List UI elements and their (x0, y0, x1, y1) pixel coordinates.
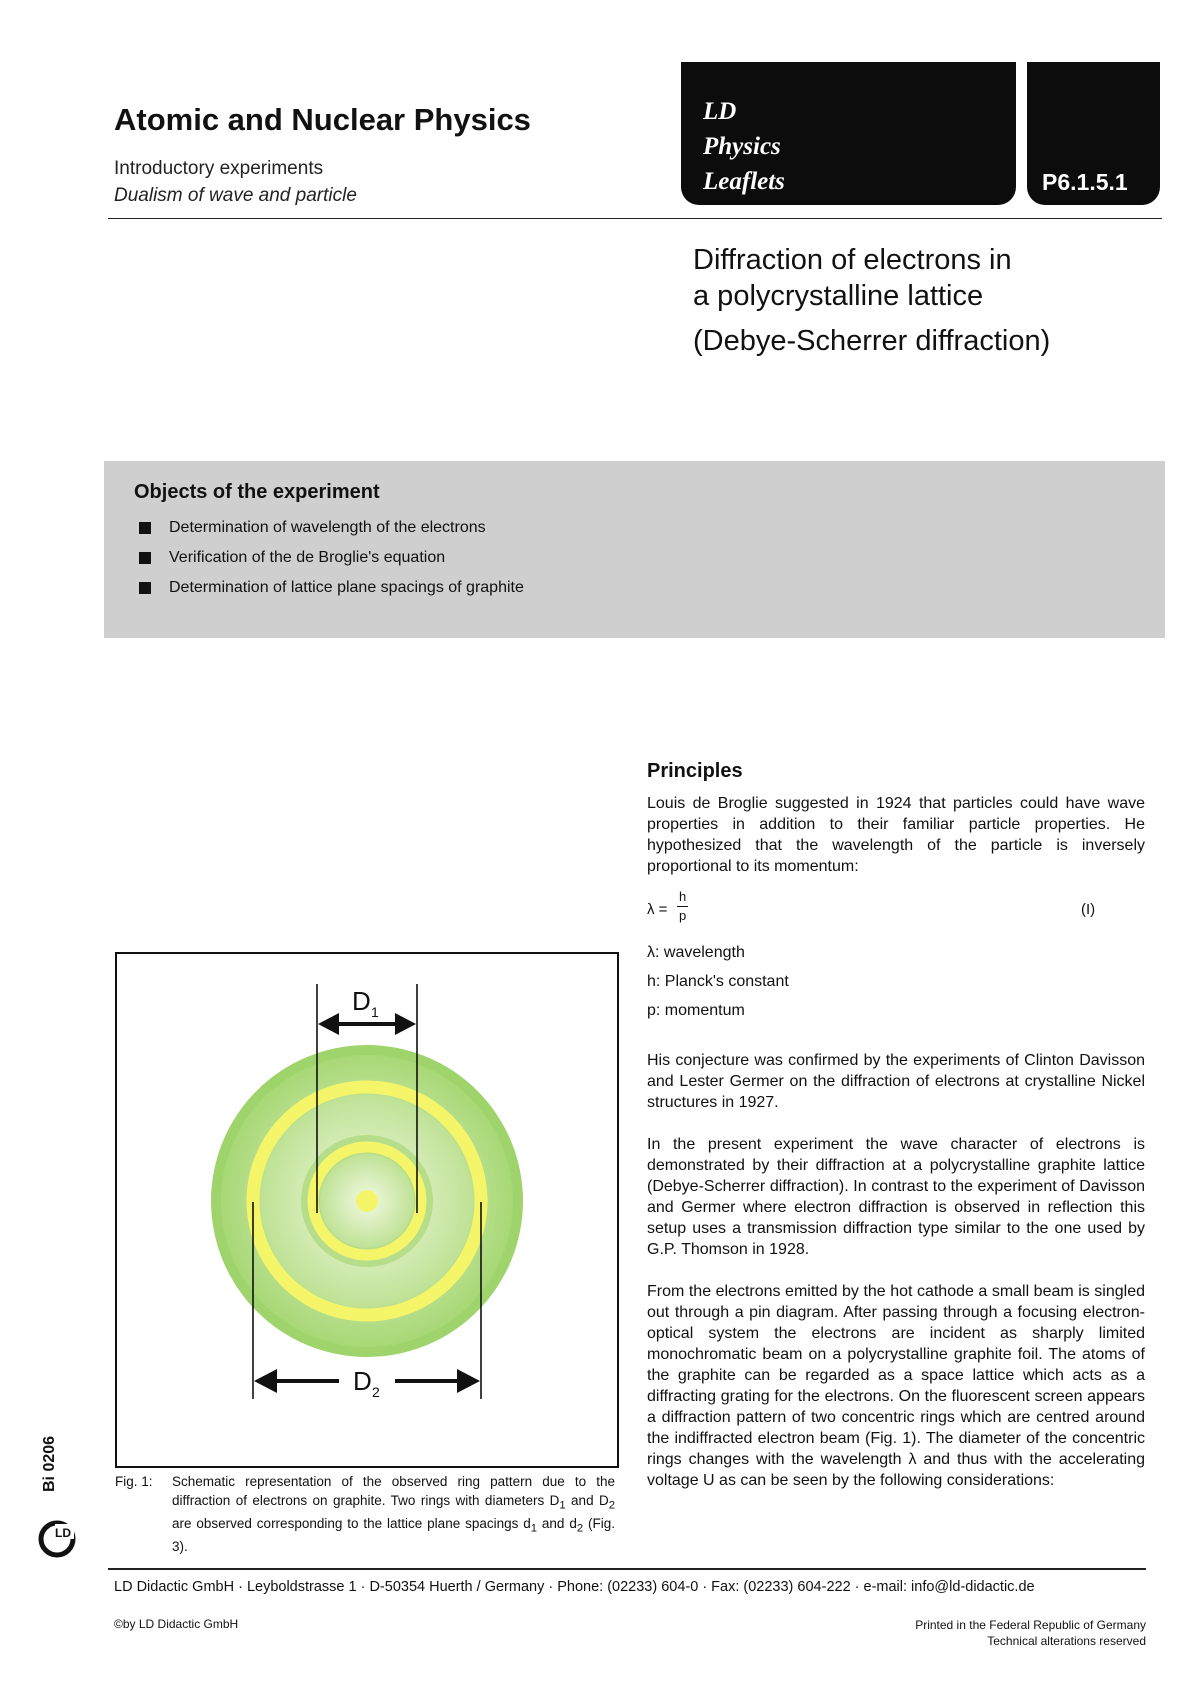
definition-item: h: Planck's constant (647, 973, 789, 990)
definition-item: p: momentum (647, 1002, 745, 1019)
principles-paragraph-2: His conjecture was confirmed by the experiments of Clinton Davisson and Lester Germer on the diffraction of electrons at crystalline Nickel structures in 1927. (647, 1052, 1145, 1111)
objects-heading: Objects of the experiment (134, 481, 380, 503)
objects-list-item: Determination of wavelength of the electrons (139, 513, 524, 543)
experiment-title-line-2: a polycrystalline lattice (693, 280, 984, 312)
principles-heading: Principles (647, 760, 743, 782)
de-broglie-equation (647, 888, 1145, 934)
leaflet-line-leaflets: Leaflets (703, 168, 785, 195)
symbol-definitions (647, 944, 1145, 1031)
ld-logo-icon (38, 1520, 76, 1558)
leaflet-code-tab (1027, 62, 1160, 205)
d1-arrow-right-icon (395, 1013, 416, 1035)
svg-text:LD: LD (55, 1526, 71, 1540)
principles-paragraph-3: In the present experiment the wave character of electrons is demonstrated by their diffraction at a polycrystalline graphite lattice (Debye-Scherrer diffraction). In contrast to the experiment of Davisson and Germer where electron diffraction is observed in reflection this setup uses a transmission diffraction type similar to the one used by G.P. Thomson in 1928. (647, 1136, 1145, 1258)
objects-list-item: Verification of the de Broglie's equation (139, 543, 524, 573)
header-divider (108, 218, 1162, 219)
objects-list (139, 513, 524, 603)
principles-paragraph-1: Louis de Broglie suggested in 1924 that particles could have wave properties in addition to their familiar particle properties. He hypothesized that the wavelength of the particle is inversely proportional to its momentum: (647, 795, 1145, 875)
leaflet-line-ld: LD (703, 98, 737, 125)
d1-label: D (352, 986, 371, 1016)
figure-ring-pattern (115, 952, 619, 1468)
d2-arrow-right-icon (457, 1369, 480, 1393)
figure-caption-label: Fig. 1: (115, 1474, 153, 1489)
equation-denominator: p (679, 908, 687, 923)
document-code: Bi 0206 (41, 1435, 58, 1492)
definition-item: λ: wavelength (647, 944, 745, 961)
figure-caption (115, 1473, 615, 1556)
experiment-title (693, 242, 1050, 359)
footer-printed (760, 1617, 1146, 1649)
d2-arrow-left-icon (254, 1369, 277, 1393)
footer-alterations-line: Technical alterations reserved (987, 1634, 1146, 1648)
footer-copyright: ©by LD Didactic GmbH (114, 1617, 239, 1631)
d1-label-sub: 1 (371, 1004, 379, 1020)
experiment-title-line-3: (Debye-Scherrer diffraction) (693, 325, 1051, 357)
footer-divider (108, 1568, 1146, 1570)
equation-number: (I) (1081, 901, 1096, 918)
d2-label-sub: 2 (372, 1384, 380, 1400)
objects-list-item: Determination of lattice plane spacings of graphite (139, 573, 524, 603)
leaflet-code: P6.1.5.1 (1042, 169, 1128, 195)
experiment-title-line-1: Diffraction of electrons in (693, 244, 1012, 276)
page-subtitle-topic: Dualism of wave and particle (114, 185, 357, 206)
ld-physics-leaflets-tab (681, 62, 1016, 205)
center-spot (356, 1190, 378, 1212)
figure-caption-text: Schematic representation of the observed ring pattern due to the diffraction of electrons on graphite. Two rings with diameters $D_1$ and $D_2$ are observed corresponding to the lattice plane spacings $d_1$ and $d_2$ (Fig. 3). (172, 1474, 615, 1554)
bullet-square-icon (139, 552, 151, 564)
equation-numerator: h (677, 888, 688, 907)
equation-lhs: λ = (647, 901, 668, 918)
equation-fraction (677, 888, 688, 925)
ring-pattern-diagram (117, 954, 617, 1466)
bullet-square-icon (139, 522, 151, 534)
bullet-square-icon (139, 582, 151, 594)
page-title: Atomic and Nuclear Physics (114, 102, 531, 137)
objects-box (104, 461, 1165, 638)
principles-paragraph-4: From the electrons emitted by the hot cathode a small beam is singled out through a pin diagram. After passing through a focusing electron-optical system the electrons are incident as sharply limited monochromatic beam on a polycrystalline graphite foil. The atoms of the graphite can be regarded as a space lattice which acts as a diffracting grating for the electrons. On the fluorescent screen appears a diffraction pattern of two concentric rings which are centred around the indiffracted electron beam (Fig. 1). The diameter of the concentric rings changes with the wavelength λ and thus with the accelerating voltage U as can be seen by the following considerations: (647, 1283, 1145, 1489)
footer-address: LD Didactic GmbH · Leyboldstrasse 1 · D-50354 Huerth / Germany · Phone: (02233) 604-0 · Fax: (02233) 604-222 · e-mail: info@ld-didactic.de (114, 1579, 1035, 1595)
d1-arrow-left-icon (318, 1013, 339, 1035)
page-subtitle: Introductory experiments (114, 158, 324, 179)
d2-label: D (353, 1366, 372, 1396)
footer-printed-line: Printed in the Federal Republic of Germany (915, 1618, 1146, 1632)
leaflet-line-physics: Physics (703, 133, 781, 160)
